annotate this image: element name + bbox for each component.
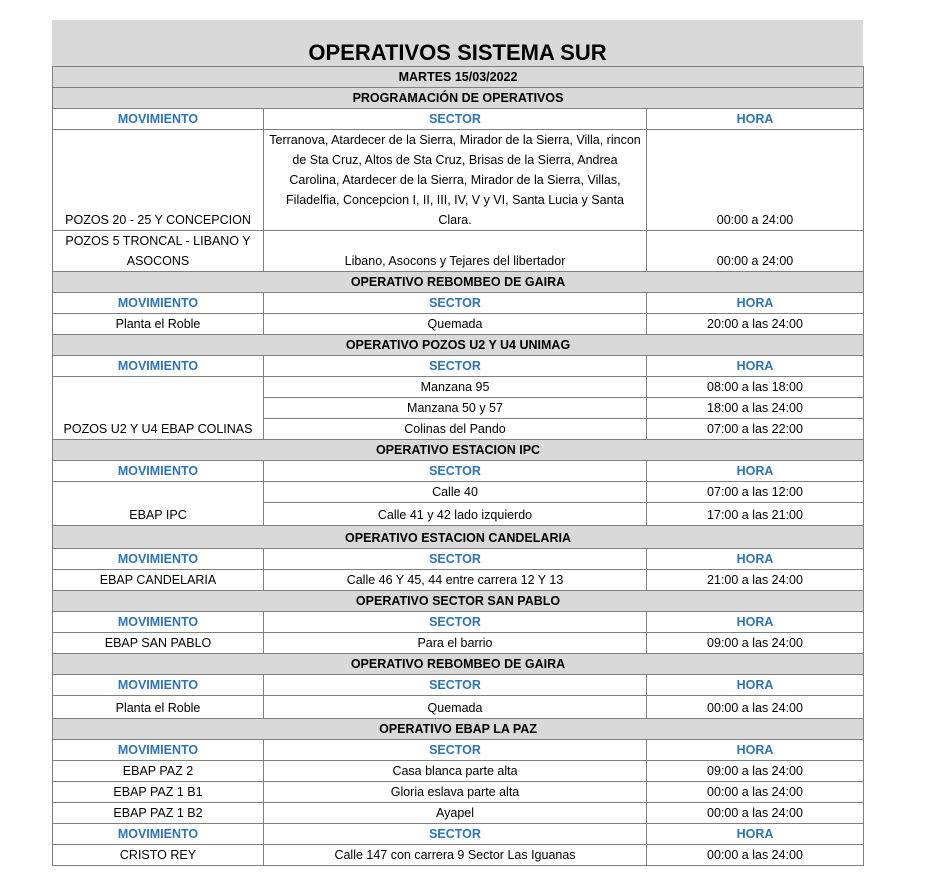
movimiento-header: MOVIMIENTO xyxy=(53,356,264,377)
section-title-row xyxy=(53,591,864,612)
sector-cell: Quemada xyxy=(264,314,647,335)
schedule-sheet xyxy=(52,20,863,866)
section-title: OPERATIVO POZOS U2 Y U4 UNIMAG xyxy=(53,335,864,356)
section-title: OPERATIVO REBOMBEO DE GAIRA xyxy=(53,272,864,293)
hora-cell: 08:00 a las 18:00 xyxy=(647,377,864,398)
sector-cell: Casa blanca parte alta xyxy=(264,761,647,782)
page-title: OPERATIVOS SISTEMA SUR xyxy=(52,20,863,66)
table-row xyxy=(53,845,864,866)
column-header-row xyxy=(53,549,864,570)
table-row xyxy=(53,314,864,335)
sector-cell: Colinas del Pando xyxy=(264,419,647,440)
section-title: PROGRAMACIÓN DE OPERATIVOS xyxy=(53,88,864,109)
hora-cell: 00:00 a 24:00 xyxy=(647,130,864,231)
section-title-row xyxy=(53,526,864,549)
section-title-row xyxy=(53,440,864,461)
hora-header: HORA xyxy=(647,612,864,633)
section-title: OPERATIVO REBOMBEO DE GAIRA xyxy=(53,654,864,675)
hora-cell: 20:00 a las 24:00 xyxy=(647,314,864,335)
sector-cell: Calle 40 xyxy=(264,482,647,503)
column-header-row xyxy=(53,740,864,761)
movimiento-cell: POZOS 5 TRONCAL - LIBANO Y ASOCONS xyxy=(53,231,264,272)
hora-cell: 00:00 a las 24:00 xyxy=(647,696,864,719)
sector-cell: Manzana 50 y 57 xyxy=(264,398,647,419)
table-row xyxy=(53,782,864,803)
movimiento-header: MOVIMIENTO xyxy=(53,109,264,130)
hora-cell: 07:00 a las 22:00 xyxy=(647,419,864,440)
section-title: OPERATIVO SECTOR SAN PABLO xyxy=(53,591,864,612)
hora-header: HORA xyxy=(647,824,864,845)
movimiento-cell: EBAP SAN PABLO xyxy=(53,633,264,654)
sector-header: SECTOR xyxy=(264,356,647,377)
hora-header: HORA xyxy=(647,293,864,314)
section-title: OPERATIVO ESTACION IPC xyxy=(53,440,864,461)
sector-cell: Ayapel xyxy=(264,803,647,824)
hora-cell: 00:00 a las 24:00 xyxy=(647,845,864,866)
sector-header: SECTOR xyxy=(264,612,647,633)
sector-cell: Quemada xyxy=(264,696,647,719)
hora-cell: 00:00 a las 24:00 xyxy=(647,803,864,824)
movimiento-cell: CRISTO REY xyxy=(53,845,264,866)
movimiento-cell: EBAP CANDELARIA xyxy=(53,570,264,591)
movimiento-header: MOVIMIENTO xyxy=(53,612,264,633)
hora-header: HORA xyxy=(647,356,864,377)
column-header-row xyxy=(53,824,864,845)
hora-cell: 18:00 a las 24:00 xyxy=(647,398,864,419)
sector-header: SECTOR xyxy=(264,293,647,314)
sector-cell: Gloria eslava parte alta xyxy=(264,782,647,803)
hora-header: HORA xyxy=(647,461,864,482)
sector-header: SECTOR xyxy=(264,549,647,570)
section-title: OPERATIVO EBAP LA PAZ xyxy=(53,719,864,740)
sector-header: SECTOR xyxy=(264,824,647,845)
table-row xyxy=(53,570,864,591)
sector-header: SECTOR xyxy=(264,675,647,696)
column-header-row xyxy=(53,109,864,130)
sector-cell: Calle 46 Y 45, 44 entre carrera 12 Y 13 xyxy=(264,570,647,591)
section-title-row xyxy=(53,335,864,356)
movimiento-cell: POZOS U2 Y U4 EBAP COLINAS xyxy=(53,377,264,440)
column-header-row xyxy=(53,293,864,314)
hora-header: HORA xyxy=(647,109,864,130)
sector-cell: Manzana 95 xyxy=(264,377,647,398)
hora-header: HORA xyxy=(647,549,864,570)
sector-header: SECTOR xyxy=(264,109,647,130)
column-header-row xyxy=(53,461,864,482)
table-row xyxy=(53,633,864,654)
sector-cell: Para el barrio xyxy=(264,633,647,654)
hora-cell: 09:00 a las 24:00 xyxy=(647,761,864,782)
hora-cell: 21:00 a las 24:00 xyxy=(647,570,864,591)
movimiento-header: MOVIMIENTO xyxy=(53,461,264,482)
hora-header: HORA xyxy=(647,675,864,696)
table-row xyxy=(53,761,864,782)
table-row xyxy=(53,130,864,231)
section-title-row xyxy=(53,719,864,740)
section-title-row xyxy=(53,272,864,293)
section-title-row xyxy=(53,654,864,675)
movimiento-header: MOVIMIENTO xyxy=(53,675,264,696)
movimiento-header: MOVIMIENTO xyxy=(53,293,264,314)
movimiento-header: MOVIMIENTO xyxy=(53,824,264,845)
movimiento-cell: Planta el Roble xyxy=(53,314,264,335)
table-row xyxy=(53,231,864,272)
sector-header: SECTOR xyxy=(264,740,647,761)
sector-cell: Calle 41 y 42 lado izquierdo xyxy=(264,503,647,526)
hora-header: HORA xyxy=(647,740,864,761)
section-title-row xyxy=(53,88,864,109)
movimiento-cell: EBAP PAZ 1 B2 xyxy=(53,803,264,824)
schedule-table xyxy=(52,66,864,866)
hora-cell: 00:00 a las 24:00 xyxy=(647,782,864,803)
table-row xyxy=(53,803,864,824)
sector-cell: Calle 147 con carrera 9 Sector Las Iguanas xyxy=(264,845,647,866)
movimiento-header: MOVIMIENTO xyxy=(53,740,264,761)
movimiento-cell: POZOS 20 - 25 Y CONCEPCION xyxy=(53,130,264,231)
table-row xyxy=(53,482,864,503)
movimiento-cell: EBAP PAZ 1 B1 xyxy=(53,782,264,803)
hora-cell: 07:00 a las 12:00 xyxy=(647,482,864,503)
date-label: MARTES 15/03/2022 xyxy=(53,67,864,88)
movimiento-cell: EBAP IPC xyxy=(53,482,264,526)
column-header-row xyxy=(53,612,864,633)
hora-cell: 09:00 a las 24:00 xyxy=(647,633,864,654)
column-header-row xyxy=(53,675,864,696)
movimiento-cell: EBAP PAZ 2 xyxy=(53,761,264,782)
sector-cell: Terranova, Atardecer de la Sierra, Mirador de la Sierra, Villa, rincon de Sta Cruz, Altos de Sta Cruz, Brisas de la Sierra, Andrea Carolina, Atardecer de la Sierra, Mirador de la Sierra, Villas, Filadelfia, Concepcion I, II, III, IV, V y VI, Santa Lucia y Santa Clara. xyxy=(264,130,647,231)
movimiento-cell: Planta el Roble xyxy=(53,696,264,719)
sector-cell: Libano, Asocons y Tejares del libertador xyxy=(264,231,647,272)
table-row xyxy=(53,377,864,398)
hora-cell: 17:00 a las 21:00 xyxy=(647,503,864,526)
date-row xyxy=(53,67,864,88)
section-title: OPERATIVO ESTACION CANDELARIA xyxy=(53,526,864,549)
hora-cell: 00:00 a 24:00 xyxy=(647,231,864,272)
movimiento-header: MOVIMIENTO xyxy=(53,549,264,570)
column-header-row xyxy=(53,356,864,377)
table-row xyxy=(53,696,864,719)
sector-header: SECTOR xyxy=(264,461,647,482)
